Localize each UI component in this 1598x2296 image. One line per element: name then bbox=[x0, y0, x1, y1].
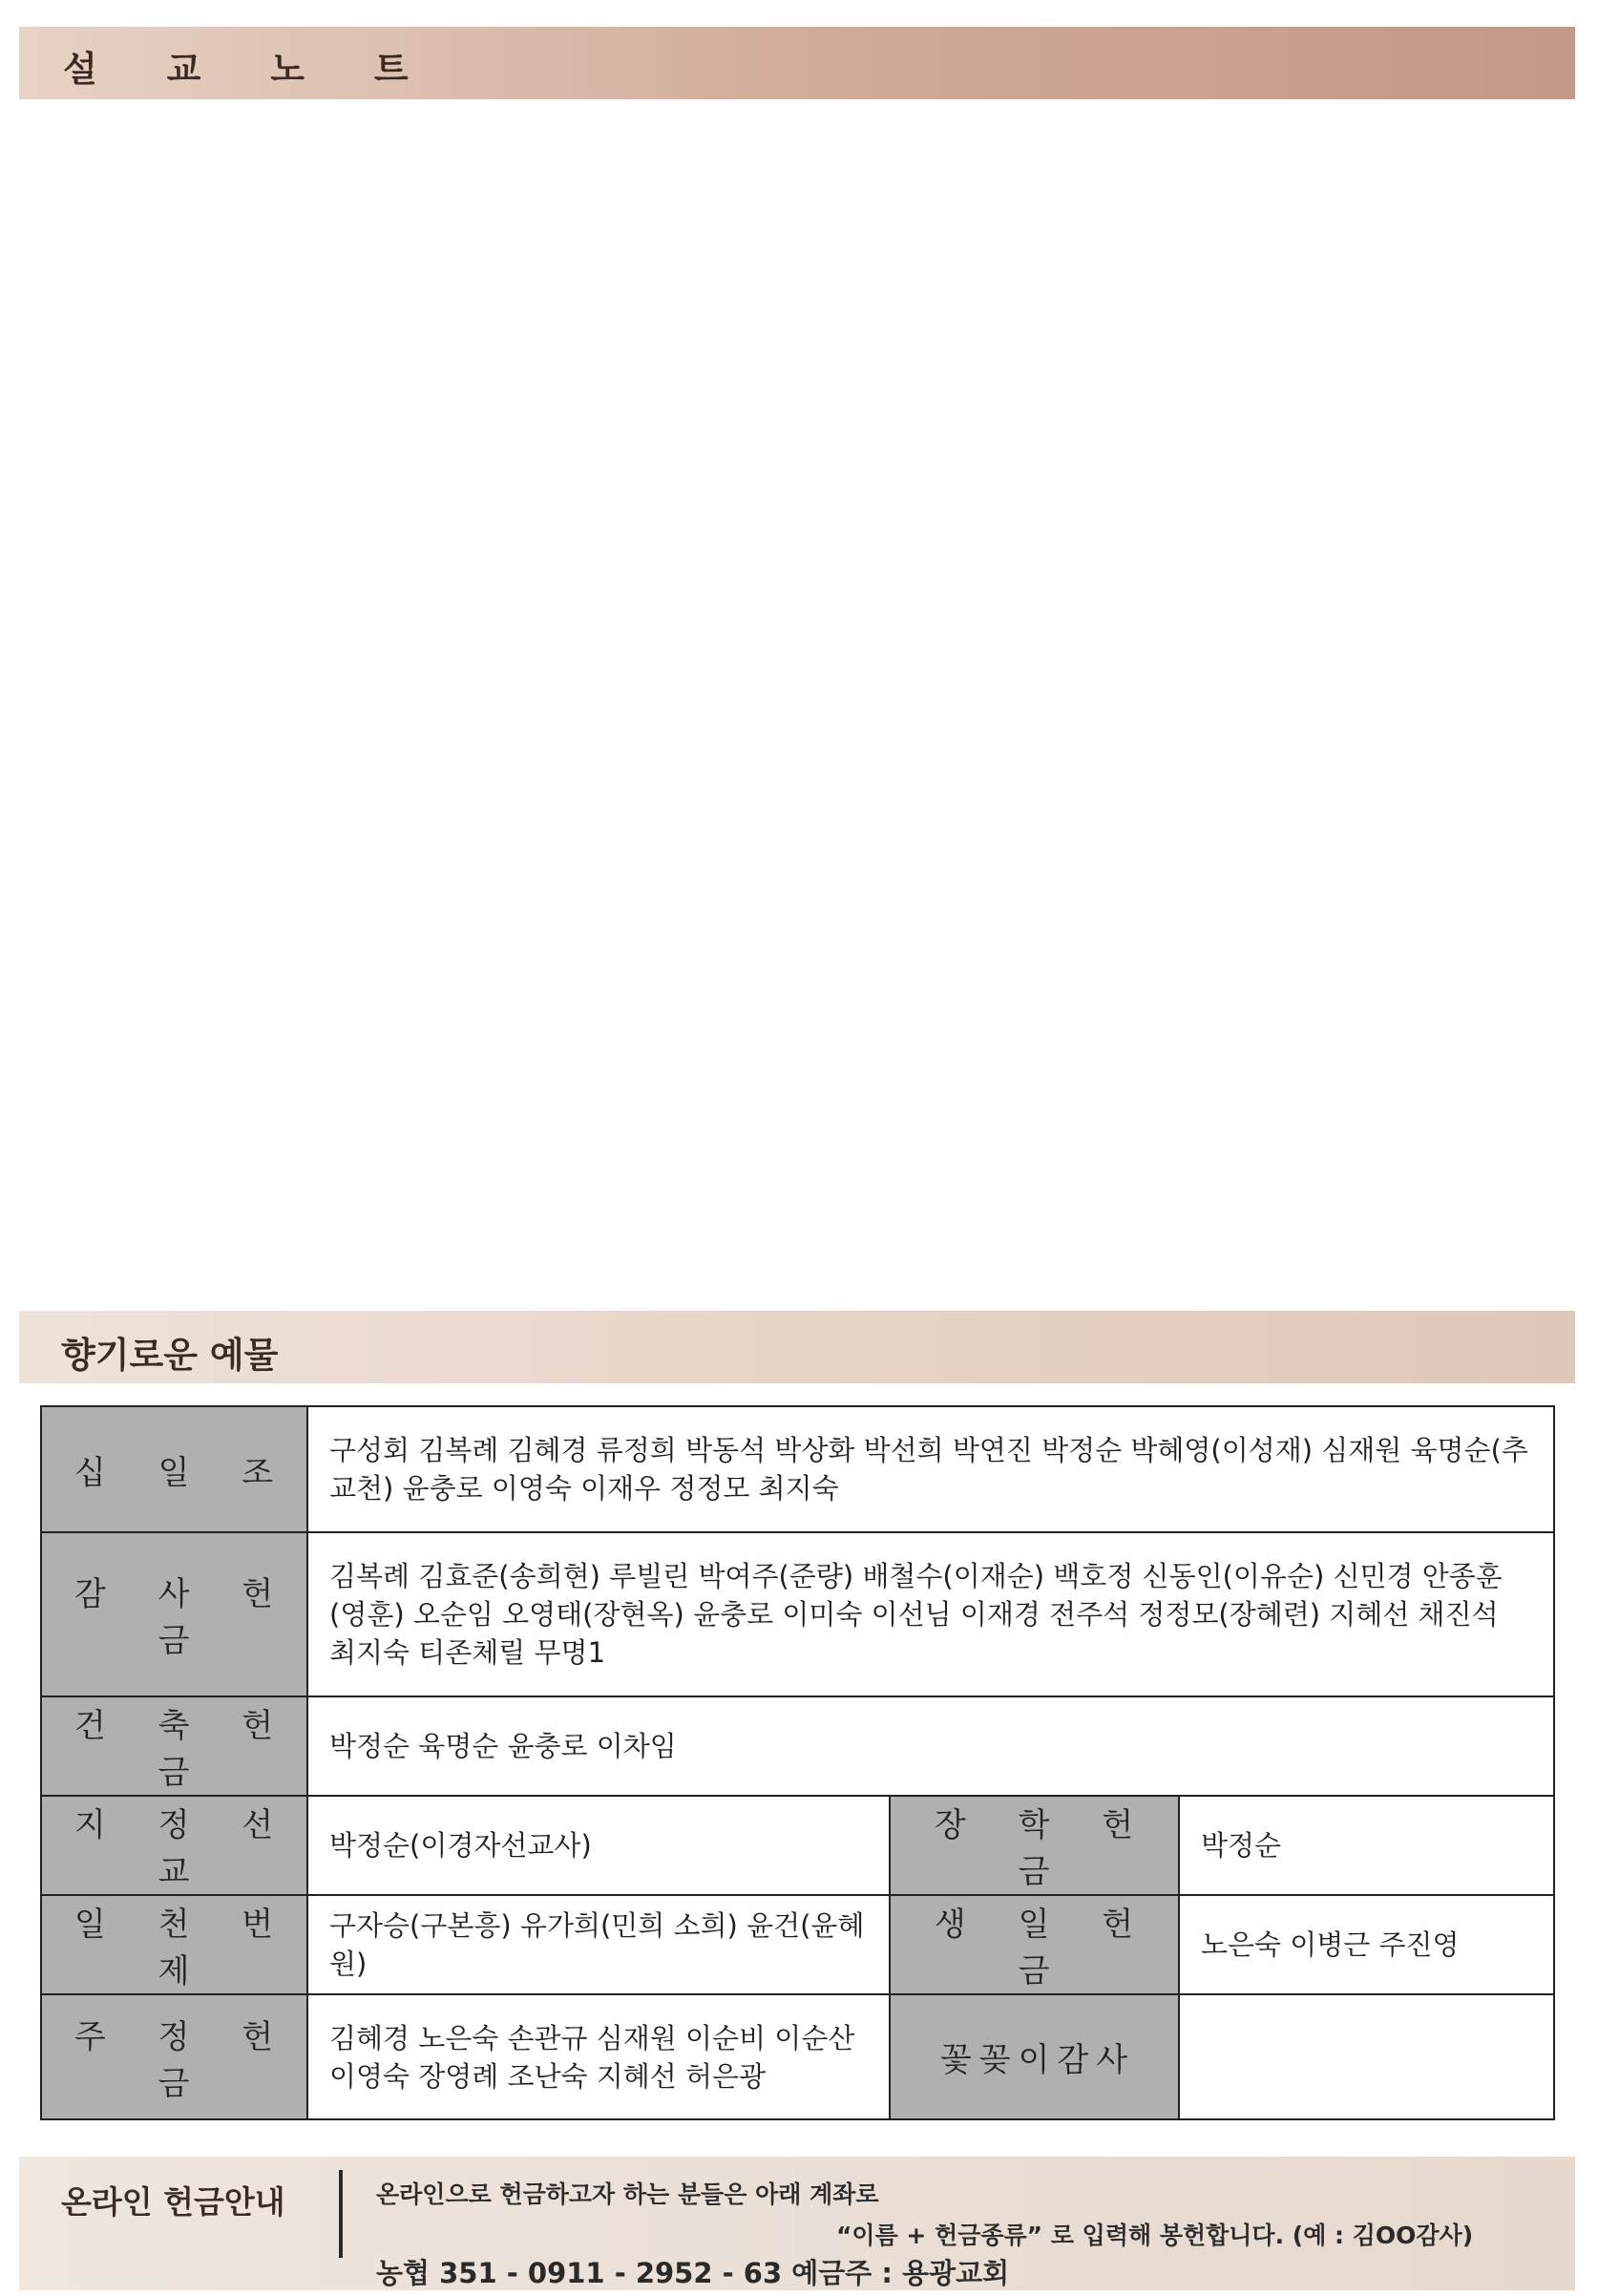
table-row bbox=[41, 1696, 1554, 1796]
sermon-note-header bbox=[19, 27, 1575, 99]
offering-label-mission: 지 정 선 교 bbox=[41, 1796, 307, 1895]
sermon-note-title: 설 교 노 트 bbox=[63, 49, 437, 90]
offering-names-ilcheon: 구자승(구본흥) 유가희(민희 소희) 윤건(윤혜원) bbox=[307, 1895, 890, 1994]
offering-names-tithe: 구성회 김복례 김혜경 류정희 박동석 박상화 박선희 박연진 박정순 박혜영(이성재) 심재원 육명순(추교천) 윤충로 이영숙 이재우 정정모 최지숙 bbox=[307, 1406, 1554, 1532]
online-giving-account: 농협 351 - 0911 - 2952 - 63 예금주 : 용광교회 bbox=[376, 2257, 1010, 2289]
offering-label-ilcheon: 일 천 번 제 bbox=[41, 1895, 307, 1994]
offerings-header bbox=[19, 1311, 1575, 1383]
online-giving-section bbox=[19, 2157, 1575, 2290]
offering-label-birthday: 생 일 헌 금 bbox=[890, 1895, 1179, 1994]
offering-names-mission: 박정순(이경자선교사) bbox=[307, 1796, 890, 1895]
offerings-title: 향기로운 예물 bbox=[61, 1335, 279, 1376]
offering-label-thanks: 감 사 헌 금 bbox=[41, 1532, 307, 1696]
offering-names-birthday: 노은숙 이병근 주진영 bbox=[1179, 1895, 1554, 1994]
offering-label-weekly: 주 정 헌 금 bbox=[41, 1994, 307, 2119]
offering-names-building: 박정순 육명순 윤충로 이차임 bbox=[307, 1696, 1554, 1796]
online-giving-divider bbox=[339, 2170, 343, 2258]
online-giving-line1: 온라인으로 헌금하고자 하는 분들은 아래 계좌로 bbox=[376, 2180, 879, 2208]
table-row bbox=[41, 1994, 1554, 2119]
offering-names-flower bbox=[1179, 1994, 1554, 2119]
offering-names-scholarship: 박정순 bbox=[1179, 1796, 1554, 1895]
offering-label-tithe: 십 일 조 bbox=[41, 1406, 307, 1532]
offering-names-thanks: 김복례 김효준(송희현) 루빌린 박여주(준량) 배철수(이재순) 백호정 신동인(이유순) 신민경 안종훈(영훈) 오순임 오영태(장현옥) 윤충로 이미숙 이선님 이재경 전주석 정정모(장혜련) 지혜선 채진석 최지숙 티존체릴 무명1 bbox=[307, 1532, 1554, 1696]
table-row bbox=[41, 1796, 1554, 1895]
offering-label-scholarship: 장 학 헌 금 bbox=[890, 1796, 1179, 1895]
table-row bbox=[41, 1895, 1554, 1994]
online-giving-line2: “이름 + 헌금종류” 로 입력해 봉헌합니다. (예 : 김OO감사) bbox=[836, 2222, 1474, 2249]
online-giving-title: 온라인 헌금안내 bbox=[61, 2183, 285, 2221]
table-row bbox=[41, 1406, 1554, 1532]
offering-label-building: 건 축 헌 금 bbox=[41, 1696, 307, 1796]
table-row bbox=[41, 1532, 1554, 1696]
offering-label-flower: 꽃꽂이감사 bbox=[890, 1994, 1179, 2119]
offerings-table bbox=[40, 1405, 1555, 2120]
offering-names-weekly: 김혜경 노은숙 손관규 심재원 이순비 이순산 이영숙 장영례 조난숙 지혜선 허은광 bbox=[307, 1994, 890, 2119]
